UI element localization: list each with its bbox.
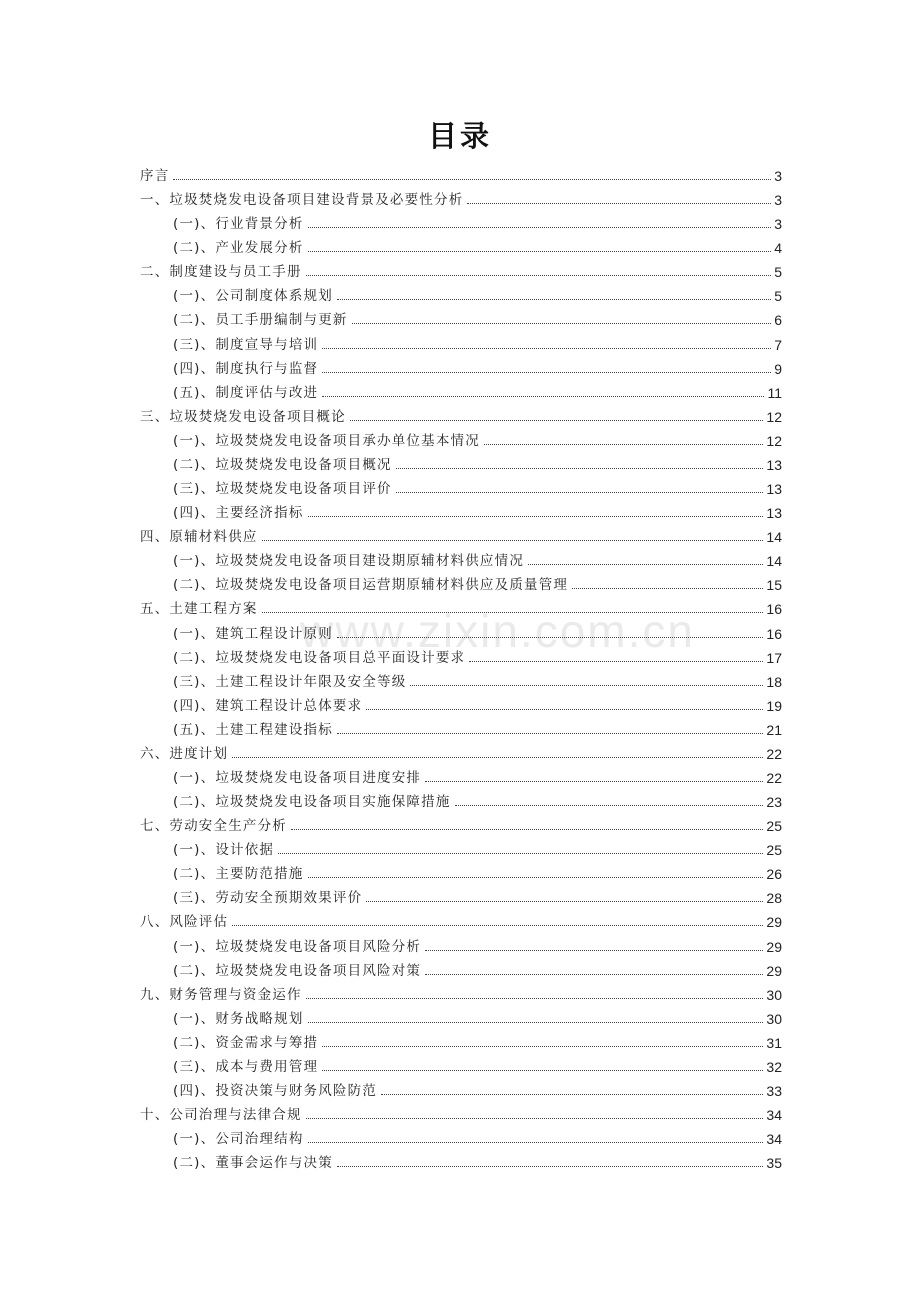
dot-leader bbox=[337, 733, 763, 734]
toc-subentry[interactable] bbox=[173, 834, 782, 858]
toc-page-number: 21 bbox=[766, 721, 782, 738]
toc-page-number: 25 bbox=[766, 842, 782, 859]
toc-subentry[interactable] bbox=[173, 618, 782, 642]
dot-leader bbox=[484, 444, 763, 445]
dot-leader bbox=[337, 1166, 763, 1167]
dot-leader bbox=[308, 516, 764, 517]
toc-page-number: 16 bbox=[766, 601, 782, 618]
dot-leader bbox=[306, 1118, 764, 1119]
toc-entry-label: 序言 bbox=[140, 168, 170, 184]
dot-leader bbox=[308, 1022, 764, 1023]
toc-subentry[interactable] bbox=[173, 449, 782, 473]
toc-entry-label: (一)、垃圾焚烧发电设备项目承办单位基本情况 bbox=[173, 432, 480, 449]
dot-leader bbox=[306, 998, 764, 999]
toc-entry[interactable] bbox=[140, 521, 782, 545]
toc-entry-label: (一)、垃圾焚烧发电设备项目建设期原辅材料供应情况 bbox=[173, 553, 525, 570]
toc-subentry[interactable] bbox=[173, 931, 782, 955]
toc-entry-label: 九、财务管理与资金运作 bbox=[140, 986, 302, 1003]
dot-leader bbox=[306, 275, 772, 276]
dot-leader bbox=[381, 1094, 763, 1095]
toc-page-number: 30 bbox=[766, 1010, 782, 1027]
toc-entry-label: (一)、行业背景分析 bbox=[173, 216, 304, 233]
dot-leader bbox=[572, 588, 763, 589]
toc-subentry[interactable] bbox=[173, 786, 782, 810]
toc-entry-label: (三)、垃圾焚烧发电设备项目评价 bbox=[173, 481, 392, 498]
toc-entry-label: (五)、土建工程建设指标 bbox=[173, 721, 333, 738]
toc-title: 目录 bbox=[427, 119, 492, 153]
toc-page-number: 22 bbox=[766, 770, 782, 786]
dot-leader bbox=[337, 637, 763, 638]
toc-entry-label: (二)、董事会运作与决策 bbox=[173, 1155, 333, 1172]
dot-leader bbox=[308, 227, 772, 228]
toc-entry-label: 二、制度建设与员工手册 bbox=[140, 264, 302, 281]
toc-subentry[interactable] bbox=[173, 497, 782, 521]
toc-subentry[interactable] bbox=[173, 955, 782, 979]
toc-subentry[interactable] bbox=[173, 882, 782, 906]
toc-page-number: 4 bbox=[774, 240, 782, 257]
toc-page-number: 5 bbox=[774, 264, 782, 281]
dot-leader bbox=[291, 829, 763, 830]
toc-page-number: 26 bbox=[766, 866, 782, 883]
toc-entry-label: (四)、主要经济指标 bbox=[173, 505, 304, 522]
dot-leader bbox=[455, 805, 764, 806]
toc-entry-label: (二)、垃圾焚烧发电设备项目总平面设计要求 bbox=[173, 649, 466, 666]
dot-leader bbox=[425, 781, 763, 782]
toc-subentry[interactable] bbox=[173, 377, 782, 401]
toc-entry-label: 六、进度计划 bbox=[140, 745, 229, 762]
toc-entry[interactable] bbox=[140, 593, 782, 617]
toc-entry-label: (二)、垃圾焚烧发电设备项目运营期原辅材料供应及质量管理 bbox=[173, 577, 569, 594]
dot-leader bbox=[425, 974, 763, 975]
dot-leader bbox=[528, 564, 763, 565]
toc-page-number: 35 bbox=[766, 1155, 782, 1172]
toc-subentry[interactable] bbox=[173, 690, 782, 714]
dot-leader bbox=[322, 396, 764, 397]
toc-entry-label: 十、公司治理与法律合规 bbox=[140, 1107, 302, 1124]
toc-entry-label: 七、劳动安全生产分析 bbox=[140, 818, 287, 835]
toc-entry[interactable] bbox=[140, 256, 782, 280]
toc-entry[interactable] bbox=[140, 160, 782, 184]
toc-subentry[interactable] bbox=[173, 329, 782, 353]
toc-entry-label: (四)、制度执行与监督 bbox=[173, 360, 319, 377]
dot-leader bbox=[396, 492, 764, 493]
dot-leader bbox=[173, 179, 771, 180]
toc-page-number: 13 bbox=[766, 481, 782, 498]
toc-page-number: 29 bbox=[766, 962, 782, 979]
toc-subentry[interactable] bbox=[173, 1051, 782, 1075]
toc-entry-label: (二)、产业发展分析 bbox=[173, 240, 304, 257]
dot-leader bbox=[308, 877, 764, 878]
toc-page-number: 22 bbox=[766, 745, 782, 762]
toc-page-number: 33 bbox=[766, 1083, 782, 1100]
dot-leader bbox=[308, 1142, 764, 1143]
toc-subentry[interactable] bbox=[173, 473, 782, 497]
toc-page-number: 12 bbox=[766, 432, 782, 449]
toc-entry[interactable] bbox=[140, 1099, 782, 1123]
toc-subentry[interactable] bbox=[173, 1027, 782, 1051]
toc-entry[interactable] bbox=[140, 810, 782, 834]
toc-entry-label: (一)、设计依据 bbox=[173, 842, 275, 859]
toc-page-number: 23 bbox=[766, 794, 782, 811]
toc-entry-label: (一)、垃圾焚烧发电设备项目进度安排 bbox=[173, 770, 422, 786]
dot-leader bbox=[232, 925, 763, 926]
toc-subentry[interactable] bbox=[173, 762, 782, 786]
toc-page-number: 3 bbox=[774, 168, 782, 184]
toc-page-number: 28 bbox=[766, 890, 782, 907]
toc-subentry[interactable] bbox=[173, 232, 782, 256]
toc-entry-label: (二)、垃圾焚烧发电设备项目实施保障措施 bbox=[173, 794, 451, 811]
toc-entry-label: (五)、制度评估与改进 bbox=[173, 384, 319, 401]
toc-page-number: 25 bbox=[766, 818, 782, 835]
dot-leader bbox=[232, 757, 763, 758]
toc-subentry[interactable] bbox=[173, 858, 782, 882]
toc-entry-label: (一)、公司制度体系规划 bbox=[173, 288, 333, 305]
toc-page-number: 14 bbox=[766, 553, 782, 570]
toc-entry-label: (一)、垃圾焚烧发电设备项目风险分析 bbox=[173, 938, 422, 955]
toc-subentry[interactable] bbox=[173, 353, 782, 377]
dot-leader bbox=[396, 468, 764, 469]
toc-page-number: 12 bbox=[766, 408, 782, 425]
dot-leader bbox=[337, 299, 771, 300]
toc-entry-label: (一)、财务战略规划 bbox=[173, 1010, 304, 1027]
toc-page-number: 15 bbox=[766, 577, 782, 594]
dot-leader bbox=[262, 540, 764, 541]
toc-page-number: 5 bbox=[774, 288, 782, 305]
toc-entry-label: 四、原辅材料供应 bbox=[140, 529, 258, 546]
toc-entry-label: (二)、垃圾焚烧发电设备项目风险对策 bbox=[173, 962, 422, 979]
watermark: www.zixin.com.cn bbox=[300, 605, 695, 657]
dot-leader bbox=[366, 901, 763, 902]
toc-subentry[interactable] bbox=[173, 280, 782, 304]
toc-subentry[interactable] bbox=[173, 208, 782, 232]
toc-subentry[interactable] bbox=[173, 569, 782, 593]
toc-entry-label: (三)、成本与费用管理 bbox=[173, 1058, 319, 1075]
toc-entry[interactable] bbox=[140, 979, 782, 1003]
dot-leader bbox=[278, 853, 763, 854]
toc-subentry[interactable] bbox=[173, 1123, 782, 1147]
dot-leader bbox=[322, 372, 771, 373]
dot-leader bbox=[262, 612, 764, 613]
dot-leader bbox=[410, 685, 763, 686]
dot-leader bbox=[308, 251, 772, 252]
toc-page-number: 7 bbox=[774, 336, 782, 353]
toc-subentry[interactable] bbox=[173, 666, 782, 690]
toc-page-number: 6 bbox=[774, 312, 782, 329]
toc-subentry[interactable] bbox=[173, 1003, 782, 1027]
toc-page-number: 13 bbox=[766, 456, 782, 473]
toc-subentry[interactable] bbox=[173, 425, 782, 449]
toc-subentry[interactable] bbox=[173, 1147, 782, 1171]
toc-page-number: 30 bbox=[766, 986, 782, 1003]
toc-entry-label: (四)、投资决策与财务风险防范 bbox=[173, 1083, 378, 1100]
toc-entry-label: (一)、建筑工程设计原则 bbox=[173, 625, 333, 642]
dot-leader bbox=[350, 420, 764, 421]
toc-page-number: 3 bbox=[774, 192, 782, 209]
toc-entry-label: (二)、员工手册编制与更新 bbox=[173, 312, 348, 329]
toc-page-number: 32 bbox=[766, 1058, 782, 1075]
toc-entry[interactable] bbox=[140, 184, 782, 208]
toc-page-number: 3 bbox=[774, 216, 782, 233]
toc-subentry[interactable] bbox=[173, 1075, 782, 1099]
toc-entry-label: (三)、制度宣导与培训 bbox=[173, 336, 319, 353]
toc-page-number: 16 bbox=[766, 625, 782, 642]
toc-subentry[interactable] bbox=[173, 714, 782, 738]
toc-subentry[interactable] bbox=[173, 545, 782, 569]
toc-page-number: 18 bbox=[766, 673, 782, 690]
dot-leader bbox=[322, 348, 771, 349]
toc-page-number: 29 bbox=[766, 938, 782, 955]
toc-page-number: 34 bbox=[766, 1131, 782, 1148]
toc-subentry[interactable] bbox=[173, 642, 782, 666]
toc-entry-label: (二)、主要防范措施 bbox=[173, 866, 304, 883]
toc-entry-label: (三)、劳动安全预期效果评价 bbox=[173, 890, 363, 907]
toc-entry[interactable] bbox=[140, 906, 782, 930]
toc-entry[interactable] bbox=[140, 738, 782, 762]
dot-leader bbox=[425, 950, 763, 951]
toc-page-number: 17 bbox=[766, 649, 782, 666]
dot-leader bbox=[366, 709, 763, 710]
dot-leader bbox=[467, 203, 771, 204]
toc-page-number: 31 bbox=[766, 1034, 782, 1051]
toc-entry-label: 一、垃圾焚烧发电设备项目建设背景及必要性分析 bbox=[140, 192, 464, 209]
toc-entry-label: 八、风险评估 bbox=[140, 914, 229, 931]
toc-page-number: 9 bbox=[774, 360, 782, 377]
toc-entry-label: (二)、资金需求与筹措 bbox=[173, 1034, 319, 1051]
dot-leader bbox=[322, 1046, 763, 1047]
toc-entry-label: (四)、建筑工程设计总体要求 bbox=[173, 697, 363, 714]
toc-page-number: 13 bbox=[766, 505, 782, 522]
toc-entry-label: (一)、公司治理结构 bbox=[173, 1131, 304, 1148]
toc-entry[interactable] bbox=[140, 401, 782, 425]
toc-page-number: 29 bbox=[766, 914, 782, 931]
toc-page-number: 11 bbox=[767, 384, 782, 401]
toc-entry-label: (二)、垃圾焚烧发电设备项目概况 bbox=[173, 456, 392, 473]
dot-leader bbox=[469, 661, 763, 662]
toc-entry-label: 五、土建工程方案 bbox=[140, 601, 258, 618]
dot-leader bbox=[352, 323, 772, 324]
toc-entry-label: 三、垃圾焚烧发电设备项目概论 bbox=[140, 408, 346, 425]
toc-page-number: 19 bbox=[766, 697, 782, 714]
toc-page-number: 14 bbox=[766, 529, 782, 546]
toc-subentry[interactable] bbox=[173, 304, 782, 328]
toc-page-number: 34 bbox=[766, 1107, 782, 1124]
toc-entry-label: (三)、土建工程设计年限及安全等级 bbox=[173, 673, 407, 690]
dot-leader bbox=[322, 1070, 763, 1071]
